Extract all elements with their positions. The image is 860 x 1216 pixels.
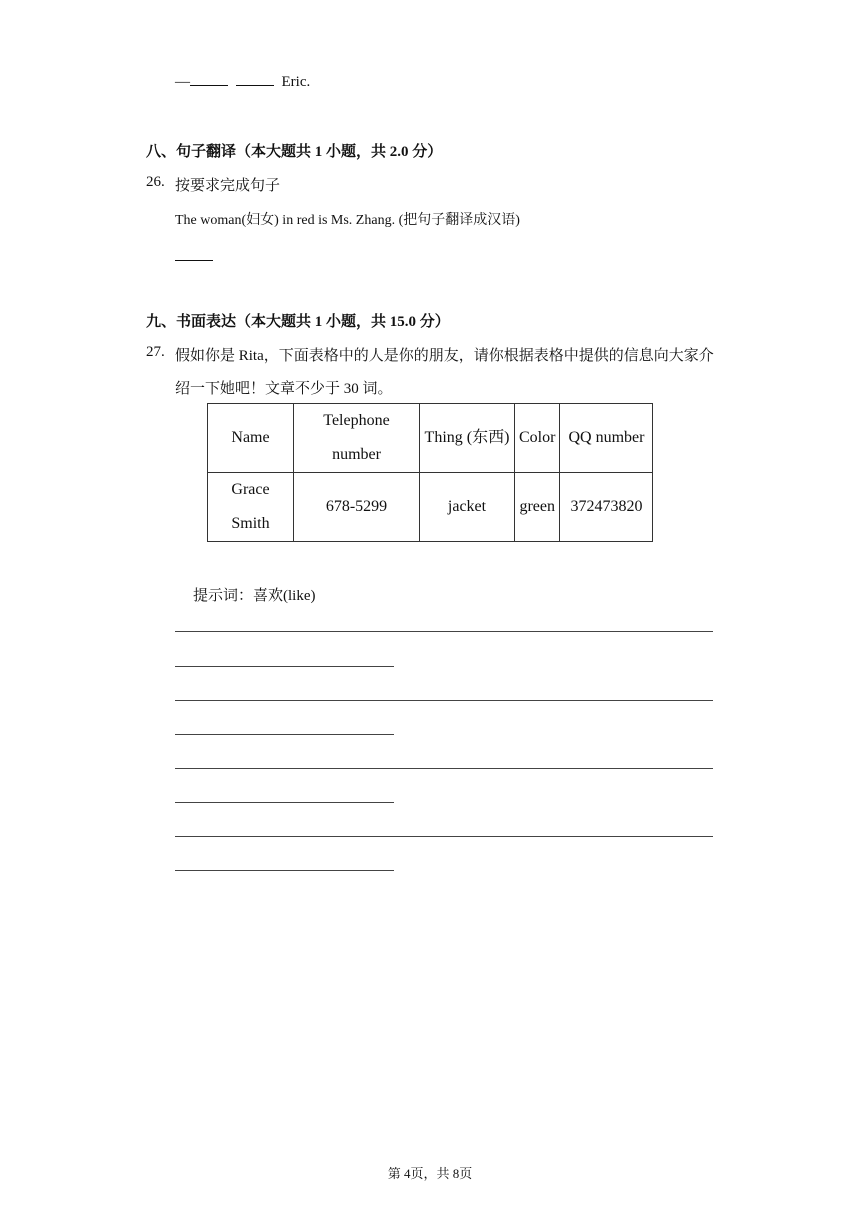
writing-line-7[interactable] [175, 836, 713, 837]
question-26-sentence: The woman(妇女) in red is Ms. Zhang. (把句子翻译成汉语) [175, 213, 520, 228]
question-26-instruction: 按要求完成句子 [175, 178, 281, 194]
writing-line-1[interactable] [175, 631, 713, 632]
friend-info-table [207, 403, 653, 542]
section-heading-translation: 八、句子翻译（本大题共 1 小题，共 2.0 分） [146, 144, 443, 160]
cell-name [208, 473, 294, 542]
writing-line-5[interactable] [175, 768, 713, 769]
header-thing: Thing (东西) [420, 404, 515, 473]
question-number-26: 26. [146, 174, 165, 190]
cell-telephone: 678-5299 [294, 473, 420, 542]
writing-line-2[interactable] [175, 666, 394, 667]
question-26-answer-blank[interactable] [175, 259, 213, 261]
header-qq: QQ number [560, 404, 653, 473]
question-number-27: 27. [146, 344, 165, 360]
answer-blank-1[interactable] [190, 84, 228, 86]
cell-qq: 372473820 [560, 473, 653, 542]
writing-line-8[interactable] [175, 870, 394, 871]
name-text: Eric. [281, 74, 311, 90]
header-color: Color [515, 404, 560, 473]
answer-line-top [175, 74, 310, 91]
writing-line-6[interactable] [175, 802, 394, 803]
cell-thing: jacket [420, 473, 515, 542]
cell-color: green [515, 473, 560, 542]
header-telephone [294, 404, 420, 473]
answer-blank-2[interactable] [236, 84, 274, 86]
question-27-prompt-line1: 假如你是 Rita，下面表格中的人是你的朋友，请你根据表格中提供的信息向大家介 [175, 348, 714, 364]
table-row [208, 473, 653, 542]
writing-line-4[interactable] [175, 734, 394, 735]
writing-line-3[interactable] [175, 700, 713, 701]
hint-text: 提示词：喜欢(like) [193, 588, 316, 604]
header-telephone-text: Telephone number [323, 412, 390, 463]
table-header-row [208, 404, 653, 473]
question-27-prompt-line2: 绍一下她吧！文章不少于 30 词。 [175, 381, 393, 397]
cell-name-text: Grace Smith [231, 481, 270, 532]
section-heading-writing: 九、书面表达（本大题共 1 小题，共 15.0 分） [146, 314, 450, 330]
dash-text: — [175, 74, 190, 90]
page-footer: 第 4页，共 8页 [387, 1166, 473, 1181]
header-name: Name [208, 404, 294, 473]
